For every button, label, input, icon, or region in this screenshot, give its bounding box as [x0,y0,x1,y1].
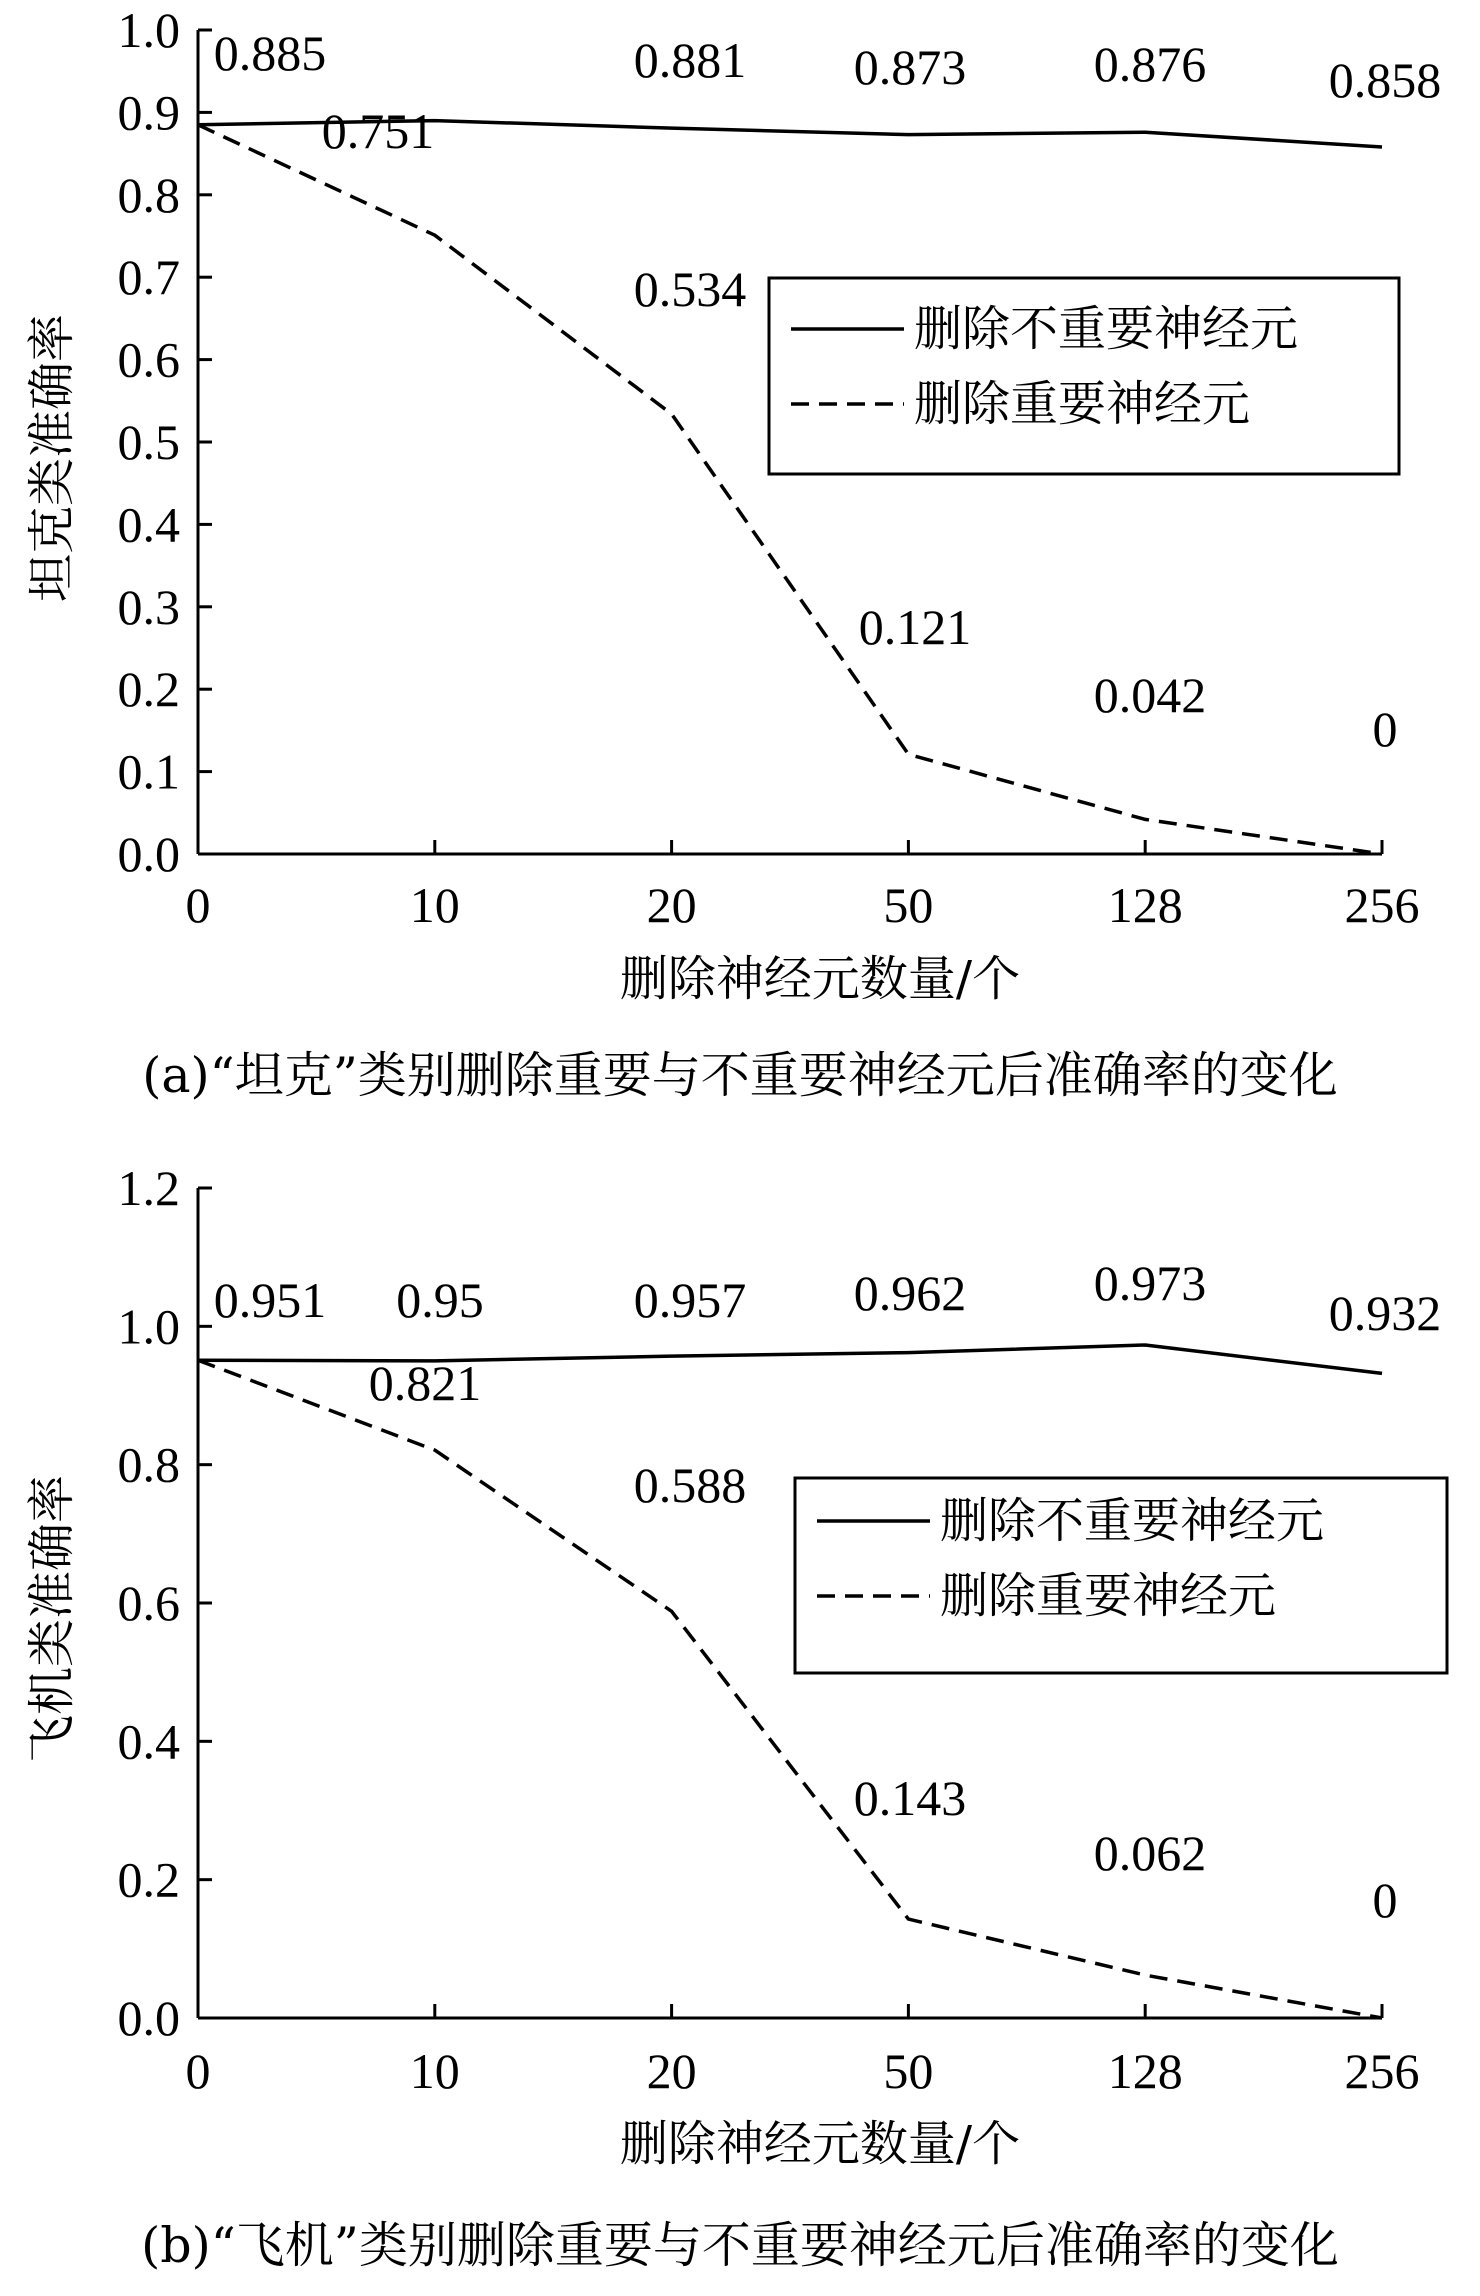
data-label: 0.957 [633,1272,747,1328]
data-label: 0.751 [321,103,435,159]
data-label: 0.121 [858,599,972,655]
y-tick-label: 0.2 [117,661,180,718]
y-tick-label: 0.5 [117,414,180,470]
data-label: 0 [1372,1872,1398,1928]
y-tick-label: 0.9 [117,84,180,141]
data-label: 0.951 [213,1272,327,1328]
x-tick-label: 10 [409,877,460,933]
figure-caption: (a)“坦克”类别删除重要与不重要神经元后准确率的变化 [142,1047,1338,1104]
x-tick-label: 256 [1344,2043,1420,2099]
data-label: 0.932 [1328,1285,1442,1341]
data-label: 0.973 [1093,1255,1207,1311]
x-tick-label: 20 [646,2043,697,2099]
y-tick-label: 1.0 [117,2,180,58]
legend-entry: 删除重要神经元 [940,1568,1277,1624]
data-label: 0.534 [633,261,747,317]
x-tick-label: 256 [1344,877,1420,933]
x-tick-label: 10 [409,2043,460,2099]
data-label: 0.885 [213,25,327,81]
y-tick-label: 0.0 [117,826,180,882]
data-label: 0 [1372,701,1398,757]
y-axis-title: 飞机类准确率 [24,1474,80,1764]
data-label: 0.858 [1328,52,1442,108]
data-label: 0.042 [1093,667,1207,723]
chart-panel-b [24,1160,1447,2274]
x-tick-label: 0 [185,877,211,933]
data-label: 0.873 [853,39,967,95]
legend-entry: 删除重要神经元 [914,376,1251,432]
data-label: 0.876 [1093,36,1207,92]
legend [769,278,1399,474]
series-line-important-removed [198,1360,1382,2018]
x-tick-label: 20 [646,877,697,933]
y-tick-label: 0.6 [117,331,180,388]
x-tick-label: 128 [1107,2043,1183,2099]
y-tick-label: 0.6 [117,1575,180,1631]
data-label: 0.962 [853,1265,967,1321]
x-tick-label: 128 [1107,877,1183,933]
y-tick-label: 0.8 [117,166,180,223]
y-tick-label: 0.1 [117,743,180,800]
data-label: 0.881 [633,32,747,88]
y-axis-title: 坦克类准确率 [24,313,80,603]
y-tick-label: 0.4 [117,1713,180,1770]
chart-panel-a [24,2,1441,1104]
y-tick-label: 0.4 [117,496,180,553]
figure-caption: (b)“飞机”类别删除重要与不重要神经元后准确率的变化 [141,2217,1339,2274]
y-tick-label: 0.0 [117,1990,180,2046]
y-tick-label: 1.2 [117,1160,180,1216]
y-tick-label: 1.0 [117,1298,180,1355]
x-tick-label: 50 [883,877,934,933]
series-line-important-removed [198,125,1382,854]
x-axis-title: 删除神经元数量/个 [619,2116,1021,2172]
y-tick-label: 0.2 [117,1851,180,1908]
data-label: 0.062 [1093,1825,1207,1881]
legend-entry: 删除不重要神经元 [914,301,1299,357]
x-tick-label: 0 [185,2043,211,2099]
y-tick-label: 0.7 [117,249,180,306]
x-axis-title: 删除神经元数量/个 [619,951,1021,1007]
x-tick-label: 50 [883,2043,934,2099]
data-label: 0.95 [396,1272,484,1328]
data-label: 0.821 [368,1355,482,1411]
legend-entry: 删除不重要神经元 [940,1493,1325,1549]
data-label: 0.143 [853,1770,967,1826]
y-tick-label: 0.8 [117,1436,180,1493]
y-tick-label: 0.3 [117,578,180,635]
legend [795,1478,1447,1673]
data-label: 0.588 [633,1457,747,1513]
